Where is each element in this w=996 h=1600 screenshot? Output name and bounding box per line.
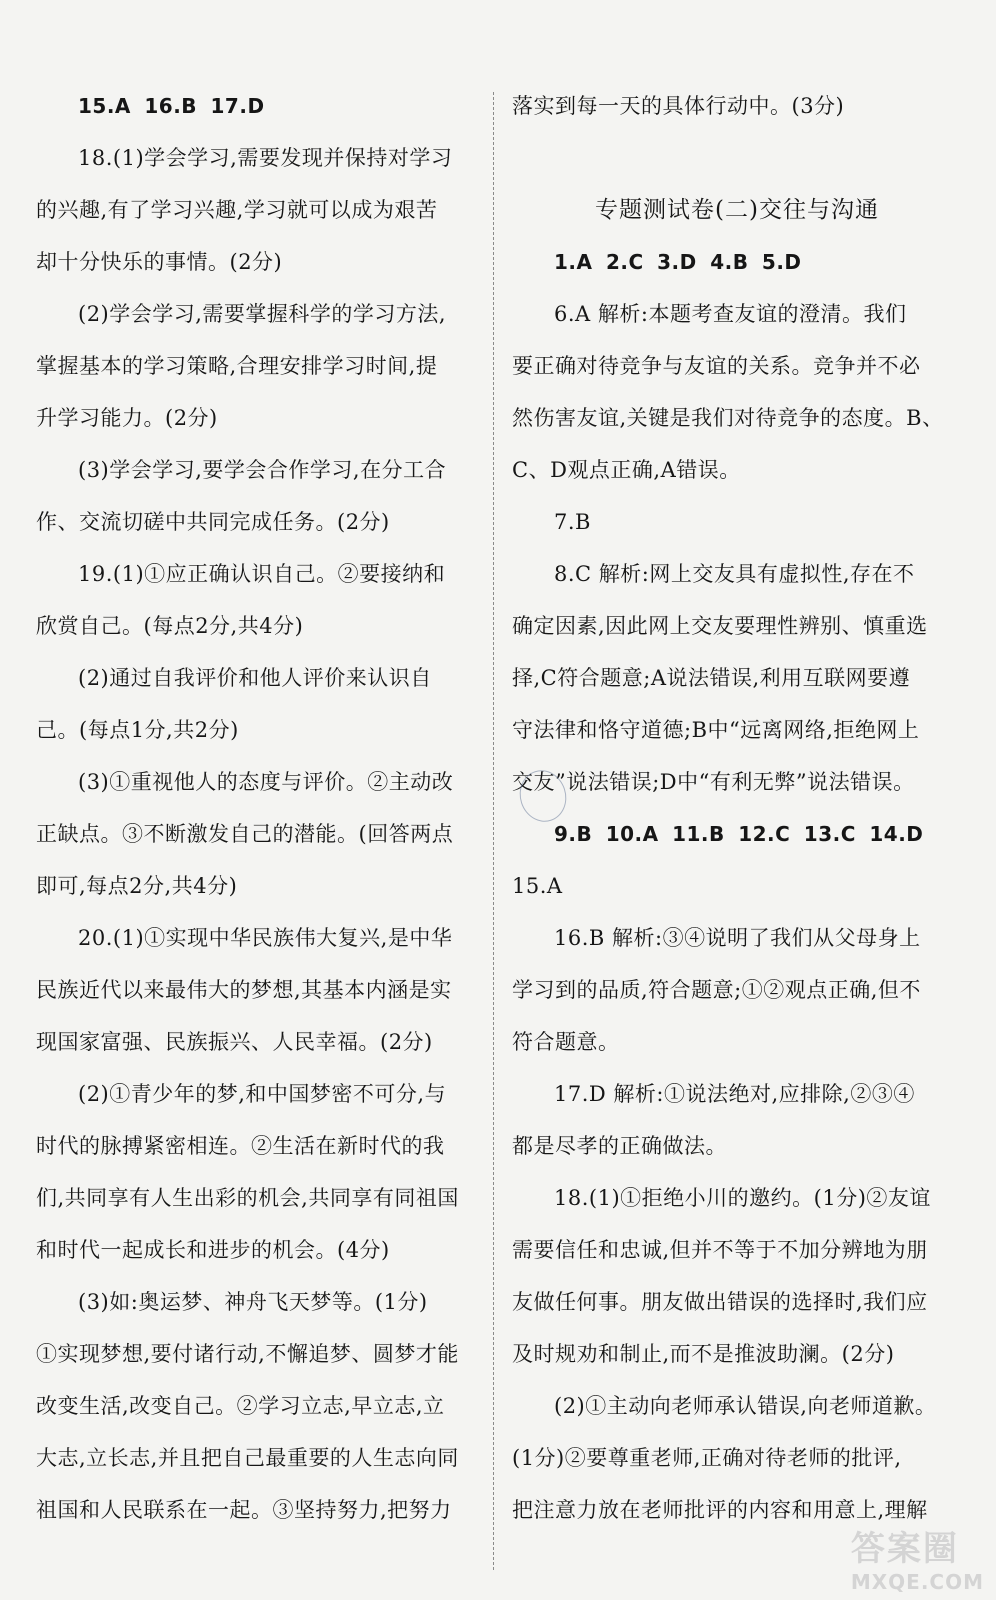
answer-line: 落实到每一天的具体行动中。(3分): [512, 94, 845, 118]
answer-line: (3)学会学习,要学会合作学习,在分工合: [78, 458, 447, 482]
answer-line: 改变生活,改变自己。②学习立志,早立志,立: [36, 1394, 445, 1418]
answer-line: (2)学会学习,需要掌握科学的学习方法,: [78, 302, 447, 326]
answer-line: 确定因素,因此网上交友要理性辨别、慎重选: [512, 614, 928, 638]
answer-line: 20.(1)①实现中华民族伟大复兴,是中华: [78, 926, 453, 950]
answer-line: 6.A 解析:本题考查友谊的澄清。我们: [554, 302, 907, 326]
answer-line: 却十分快乐的事情。(2分): [36, 250, 283, 274]
answer-line: 祖国和人民联系在一起。③坚持努力,把努力: [36, 1498, 452, 1522]
answer-line: 友做任何事。朋友做出错误的选择时,我们应: [512, 1290, 928, 1314]
answer-line: 交友”说法错误;D中“有利无弊”说法错误。: [512, 770, 915, 794]
answer-line: 的兴趣,有了学习兴趣,学习就可以成为艰苦: [36, 198, 438, 222]
answer-line: 18.(1)①拒绝小川的邀约。(1分)②友谊: [554, 1186, 931, 1210]
answers-row: 9.B 10.A 11.B 12.C 13.C 14.D: [554, 822, 924, 846]
answer-line: 己。(每点1分,共2分): [36, 718, 239, 742]
answer-line: 要正确对待竞争与友谊的关系。竞争并不必: [512, 354, 921, 378]
answer-line: 16.B 解析:③④说明了我们从父母身上: [554, 926, 921, 950]
right-column: [512, 80, 962, 1536]
answer-line: 守法律和恪守道德;B中“远离网络,拒绝网上: [512, 718, 920, 742]
answer-line: 作、交流切磋中共同完成任务。(2分): [36, 510, 390, 534]
watermark: [851, 1521, 984, 1594]
answer-line: 15.A: [512, 874, 563, 898]
watermark-text: 答案圈: [850, 1529, 959, 1569]
answer-line: 和时代一起成长和进步的机会。(4分): [36, 1238, 390, 1262]
answer-line: 欣赏自己。(每点2分,共4分): [36, 614, 304, 638]
answer-line: (3)如:奥运梦、神舟飞天梦等。(1分): [78, 1290, 428, 1314]
answers-row: 15.A 16.B 17.D: [78, 94, 265, 118]
answer-line: 7.B: [554, 510, 591, 534]
watermark-site: MXQE.COM: [850, 1570, 984, 1594]
answer-line: (1分)②要尊重老师,正确对待老师的批评,: [512, 1446, 902, 1470]
answer-line: 然伤害友谊,关键是我们对待竞争的态度。B、: [512, 406, 944, 430]
column-divider: [493, 92, 494, 1570]
answer-line: 都是尽孝的正确做法。: [512, 1134, 727, 1158]
answer-line: 17.D 解析:①说法绝对,应排除,②③④: [554, 1082, 915, 1106]
answer-line: 们,共同享有人生出彩的机会,共同享有同祖国: [36, 1186, 459, 1210]
answer-line: 择,C符合题意;A说法错误,利用互联网要遵: [512, 666, 911, 690]
answer-line: 符合题意。: [512, 1030, 620, 1054]
answer-line: 学习到的品质,符合题意;①②观点正确,但不: [512, 978, 921, 1002]
answers-row: 1.A 2.C 3.D 4.B 5.D: [554, 250, 802, 274]
answer-line: C、D观点正确,A错误。: [512, 458, 741, 482]
answer-line: (3)①重视他人的态度与评价。②主动改: [78, 770, 454, 794]
answer-line: 19.(1)①应正确认识自己。②要接纳和: [78, 562, 446, 586]
answer-line: (2)通过自我评价和他人评价来认识自: [78, 666, 432, 690]
answer-line: 8.C 解析:网上交友具有虚拟性,存在不: [554, 562, 915, 586]
answer-line: (2)①主动向老师承认错误,向老师道歉。: [554, 1394, 937, 1418]
answer-line: 时代的脉搏紧密相连。②生活在新时代的我: [36, 1134, 445, 1158]
answer-line: 升学习能力。(2分): [36, 406, 218, 430]
section-title: 专题测试卷(二)交往与沟通: [595, 197, 879, 223]
answer-line: 把注意力放在老师批评的内容和用意上,理解: [512, 1498, 928, 1522]
answer-line: 及时规劝和制止,而不是推波助澜。(2分): [512, 1342, 895, 1366]
answer-line: ①实现梦想,要付诸行动,不懈追梦、圆梦才能: [36, 1342, 459, 1366]
answer-line: 18.(1)学会学习,需要发现并保持对学习: [78, 146, 453, 170]
answer-line: 民族近代以来最伟大的梦想,其基本内涵是实: [36, 978, 452, 1002]
answer-line: 正缺点。③不断激发自己的潜能。(回答两点: [36, 822, 454, 846]
answer-line: 大志,立长志,并且把自己最重要的人生志向同: [36, 1446, 459, 1470]
answer-line: (2)①青少年的梦,和中国梦密不可分,与: [78, 1082, 447, 1106]
answer-line: 需要信任和忠诚,但并不等于不加分辨地为朋: [512, 1238, 928, 1262]
answer-line: 掌握基本的学习策略,合理安排学习时间,提: [36, 354, 438, 378]
answer-line: 现国家富强、民族振兴、人民幸福。(2分): [36, 1030, 433, 1054]
left-column: [36, 80, 476, 1536]
answer-line: 即可,每点2分,共4分): [36, 874, 238, 898]
